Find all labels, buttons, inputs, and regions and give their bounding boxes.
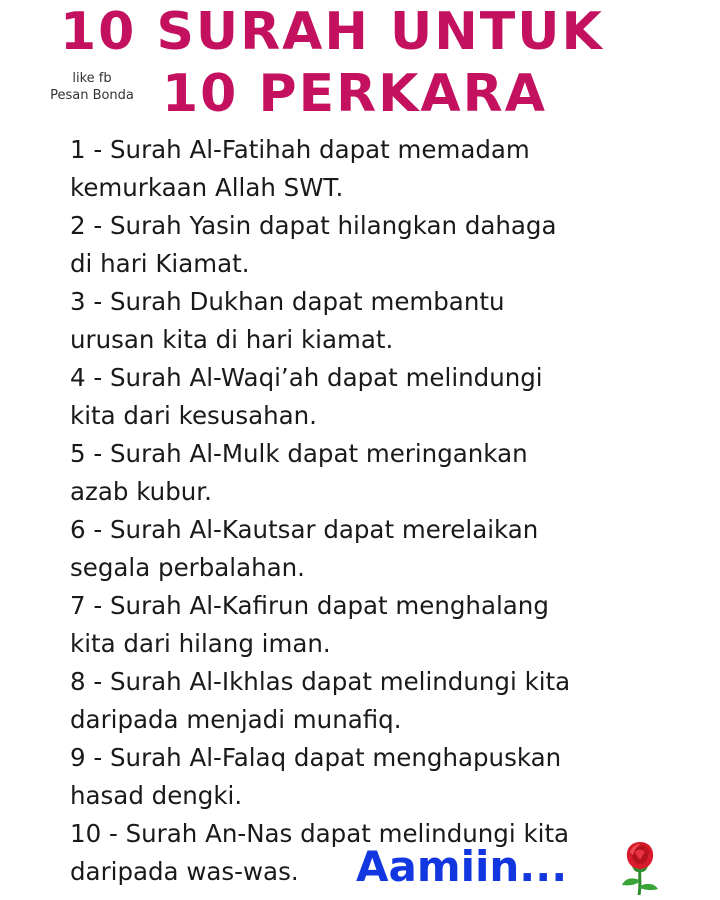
list-item [70,207,670,283]
list-item-line-2: daripada menjadi munafiq. [70,705,402,734]
surah-list [70,131,670,891]
list-item [70,511,670,587]
closing-text: Aamiin... [356,842,568,891]
list-item-line-2: di hari Kiamat. [70,249,250,278]
list-item-line-2: hasad dengki. [70,781,243,810]
list-item-line-1: 9 - Surah Al-Falaq dapat menghapuskan [70,743,562,772]
list-item-line-1: 8 - Surah Al-Ikhlas dapat melindungi kita [70,667,571,696]
list-item-line-2: segala perbalahan. [70,553,305,582]
list-item-line-2: kemurkaan Allah SWT. [70,173,344,202]
list-item [70,283,670,359]
list-item-line-2: azab kubur. [70,477,212,506]
list-item [70,435,670,511]
list-item-line-1: 1 - Surah Al-Fatihah dapat memadam [70,135,530,164]
list-item [70,663,670,739]
title-line-1: 10 SURAH UNTUK [60,2,604,62]
list-item [70,359,670,435]
list-item-line-2: kita dari kesusahan. [70,401,317,430]
list-item-line-2: kita dari hilang iman. [70,629,331,658]
title-line-2: 10 PERKARA [162,64,547,124]
list-item-line-1: 2 - Surah Yasin dapat hilangkan dahaga [70,211,557,240]
list-item [70,131,670,207]
credit-line-2: Pesan Bonda [50,88,134,103]
list-item-line-1: 7 - Surah Al-Kafirun dapat menghalang [70,591,549,620]
list-item-line-1: 6 - Surah Al-Kautsar dapat merelaikan [70,515,539,544]
list-item-line-1: 4 - Surah Al-Waqi’ah dapat melindungi [70,363,543,392]
list-item-line-2: urusan kita di hari kiamat. [70,325,394,354]
list-item [70,587,670,663]
list-item-line-1: 3 - Surah Dukhan dapat membantu [70,287,505,316]
page-credit [42,70,142,104]
credit-line-1: like fb [72,71,112,86]
rose-icon [618,838,662,896]
list-item-line-1: 10 - Surah An-Nas dapat melindungi kita [70,819,570,848]
list-item-line-1: 5 - Surah Al-Mulk dapat meringankan [70,439,528,468]
list-item-line-2: daripada was-was. [70,857,299,886]
list-item [70,739,670,815]
